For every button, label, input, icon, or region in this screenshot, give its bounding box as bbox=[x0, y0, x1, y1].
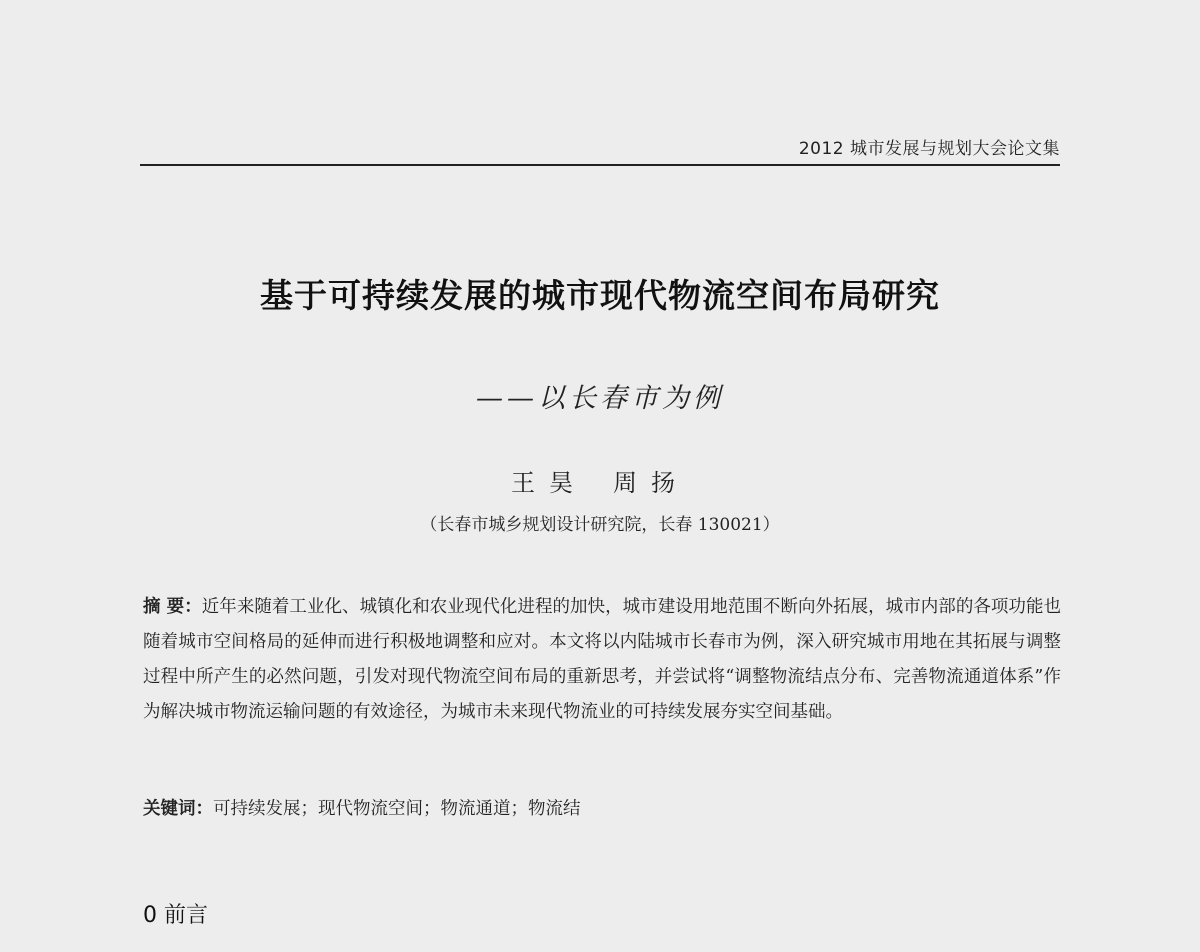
author-list bbox=[0, 463, 1200, 498]
keywords-label: 关键词： bbox=[143, 799, 213, 819]
running-header: 2012 城市发展与规划大会论文集 bbox=[798, 139, 1060, 159]
header-rule bbox=[140, 164, 1060, 166]
paper-subtitle: ——以长春市为例 bbox=[476, 383, 724, 414]
author-name: 周扬 bbox=[613, 469, 689, 497]
author-name: 王昊 bbox=[511, 469, 587, 497]
abstract-label: 摘 要： bbox=[143, 597, 202, 617]
keywords-text: 可持续发展；现代物流空间；物流通道；物流结 bbox=[213, 799, 581, 819]
keywords bbox=[143, 795, 581, 820]
affiliation: （长春市城乡规划设计研究院，长春 130021） bbox=[420, 515, 780, 535]
abstract bbox=[143, 590, 1061, 730]
abstract-text: 近年来随着工业化、城镇化和农业现代化进程的加快，城市建设用地范围不断向外拓展，城市内部的各项功能也随着城市空间格局的延伸而进行积极地调整和应对。本文将以内陆城市长春市为例，深入研究城市用地在其拓展与调整过程中所产生的必然问题，引发对现代物流空间布局的重新思考，并尝试将“调整物流结点分布、完善物流通道体系”作为解决城市物流运输问题的有效途径，为城市未来现代物流业的可持续发展夯实空间基础。 bbox=[143, 597, 1062, 722]
section-heading: 0 前言 bbox=[143, 903, 208, 928]
paper-title: 基于可持续发展的城市现代物流空间布局研究 bbox=[260, 276, 940, 315]
